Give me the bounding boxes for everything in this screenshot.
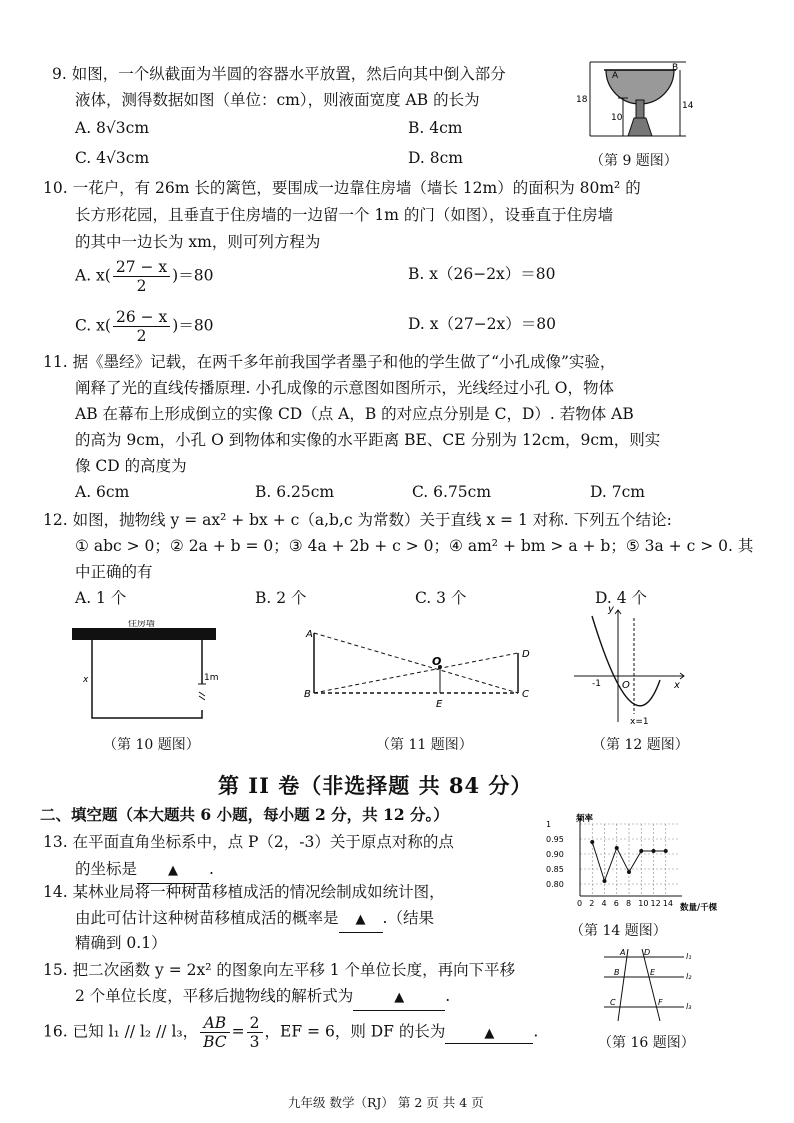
q10-option-c-prefix: C. x( xyxy=(75,316,111,335)
q11-stem-line2: 阐释了光的直线传播原理. 小孔成像的示意图如图所示，光线经过小孔 O，物体 xyxy=(75,379,614,397)
q15-stem-suffix: . xyxy=(445,987,451,1005)
q12-fig-axis-label: x=1 xyxy=(630,717,649,726)
q10-option-a-denominator: 2 xyxy=(136,277,147,295)
q11-stem-line3: AB 在幕布上形成倒立的实像 CD（点 A，B 的对应点分别是 C，D）. 若物体 AB xyxy=(75,405,634,423)
section-2-title: 第 II 卷（非选择题 共 84 分） xyxy=(218,773,533,798)
q10-option-a-prefix: A. x( xyxy=(75,266,111,285)
q14-stem-line3: 精确到 0.1） xyxy=(75,934,167,952)
q16-caption: （第 16 题图） xyxy=(598,1035,695,1051)
q12-option-c: C. 3 个 xyxy=(415,589,467,607)
q11-option-d: D. 7cm xyxy=(590,483,645,501)
q14-x-tick-label: 10 xyxy=(638,899,649,908)
q14-chart-ticks xyxy=(546,820,673,908)
q12-fig-neg1: -1 xyxy=(592,679,601,689)
q9-fig-h10: 10 xyxy=(611,113,623,123)
q13-stem-suffix: . xyxy=(209,860,214,878)
q11-figure xyxy=(300,625,540,710)
q14-x-tick-label: 2 xyxy=(589,899,595,908)
q14-stem-line1: 14. 某林业局将一种树苗移植成活的情况绘制成如统计图， xyxy=(43,883,445,901)
q14-y-tick-label: 1 xyxy=(546,820,552,829)
q11-caption: （第 11 题图） xyxy=(376,737,473,753)
q15-answer-blank xyxy=(353,984,445,1011)
q9-stem-line1: 9. 如图，一个纵截面为半圆的容器水平放置，然后向其中倒入部分 xyxy=(52,65,506,83)
q12-caption: （第 12 题图） xyxy=(592,737,689,753)
q14-y-tick-label: 0.80 xyxy=(546,880,564,889)
q10-option-c-numerator: 26 − x xyxy=(113,308,170,327)
q16-fig-d: D xyxy=(644,948,651,957)
q9-caption: （第 9 题图） xyxy=(590,153,678,169)
q9-stem-line2: 液体，测得数据如图（单位：cm），则液面宽度 AB 的长为 xyxy=(75,91,480,109)
q10-caption: （第 10 题图） xyxy=(103,737,200,753)
q14-y-tick-label: 0.95 xyxy=(546,835,564,844)
q14-data-point xyxy=(627,870,631,874)
q16-equals: = xyxy=(231,1022,245,1041)
q14-x-tick-label: 8 xyxy=(626,899,632,908)
q15-stem-line2 xyxy=(75,984,450,1011)
q14-data-point xyxy=(652,849,656,853)
q10-option-c-fraction xyxy=(113,308,170,345)
q16-fig-c: C xyxy=(610,998,616,1007)
q15-answer-mark: ▲ xyxy=(394,990,405,1005)
q14-data-point xyxy=(639,849,643,853)
q11-stem-line5: 像 CD 的高度为 xyxy=(75,457,187,475)
q13-stem-prefix: 的坐标是 xyxy=(75,860,138,878)
q14-data-point xyxy=(664,849,668,853)
q16-fig-a: A xyxy=(620,948,626,957)
q14-data-point xyxy=(603,879,607,883)
q10-fig-x-label: x xyxy=(83,675,89,685)
q12-fig-y: y xyxy=(608,606,614,615)
q12-figure xyxy=(570,606,690,726)
q9-fig-h14: 14 xyxy=(682,101,694,111)
q14-x-tick-label: 0 xyxy=(577,899,583,908)
q16-stem-body: ，EF = 6，则 DF 的长为 xyxy=(264,1022,446,1041)
q16-ratio-fraction xyxy=(200,1014,230,1051)
q16-ratio-denominator: BC xyxy=(203,1033,227,1051)
q11-option-a: A. 6cm xyxy=(75,483,130,501)
q15-stem-line1: 15. 把二次函数 y = 2x² 的图象向左平移 1 个单位长度，再向下平移 xyxy=(43,961,516,979)
q11-fig-c: C xyxy=(522,689,529,700)
q10-option-a-suffix: )＝80 xyxy=(172,266,214,285)
q11-option-b: B. 6.25cm xyxy=(255,483,335,501)
q14-y-tick-label: 0.85 xyxy=(546,865,564,874)
q11-fig-e: E xyxy=(436,699,443,710)
q14-chart xyxy=(540,812,720,922)
q14-x-tick-label: 4 xyxy=(601,899,607,908)
q16-fig-f: F xyxy=(658,998,663,1007)
q16-fig-e: E xyxy=(650,968,656,977)
q10-option-a-fraction xyxy=(113,258,170,295)
q10-stem-line3: 的其中一边长为 xm，则可列方程为 xyxy=(75,233,321,251)
q12-stem-line3: 中正确的有 xyxy=(75,563,153,581)
q12-option-b: B. 2 个 xyxy=(255,589,307,607)
q10-option-d: D. x（27−2x）＝80 xyxy=(408,315,557,333)
q10-option-a xyxy=(75,258,213,295)
q16-value-denominator: 3 xyxy=(249,1033,260,1051)
q10-option-c-denominator: 2 xyxy=(136,327,147,345)
q16-answer-mark: ▲ xyxy=(484,1025,495,1041)
q10-fig-wall-label: 住房墙 xyxy=(128,620,156,629)
q14-x-tick-label: 6 xyxy=(613,899,619,908)
q14-chart-grid xyxy=(580,824,678,896)
q13-stem-line1: 13. 在平面直角坐标系中，点 P（2，-3）关于原点对称的点 xyxy=(43,833,454,851)
q9-fig-label-a: A xyxy=(612,71,619,81)
q16-fig-l3: l₃ xyxy=(686,1002,692,1011)
q10-stem-line2: 长方形花园，且垂直于住房墙的一边留一个 1m 的门（如图），设垂直于住房墙 xyxy=(75,206,614,224)
q11-stem-line4: 的高为 9cm，小孔 O 到物体和实像的水平距离 BE、CE 分别为 12cm，9cm，则实 xyxy=(75,431,661,449)
q9-option-a: A. 8√3cm xyxy=(75,119,150,137)
q14-caption: （第 14 题图） xyxy=(570,923,667,939)
q10-fig-door-label: 1m xyxy=(204,673,219,683)
q14-data-point xyxy=(590,840,594,844)
q16-ratio-numerator: AB xyxy=(200,1014,230,1033)
q12-fig-x: x xyxy=(674,680,680,691)
q10-option-c xyxy=(75,308,214,345)
q14-chart-xlabel: 数量/千棵 xyxy=(680,903,718,913)
q10-option-c-suffix: )＝80 xyxy=(172,316,214,335)
q12-option-a: A. 1 个 xyxy=(75,589,127,607)
q12-option-d: D. 4 个 xyxy=(595,589,648,607)
section-2-heading: 二、填空题（本大题共 6 小题，每小题 2 分，共 12 分。） xyxy=(40,805,449,824)
q14-answer-blank xyxy=(339,906,383,933)
q14-x-tick-label: 12 xyxy=(650,899,661,908)
q9-option-d: D. 8cm xyxy=(408,149,463,167)
q16-figure xyxy=(596,945,701,1027)
q16-fig-b: B xyxy=(614,968,620,977)
q16-fig-l2: l₂ xyxy=(686,972,692,981)
q16-fig-l1: l₁ xyxy=(686,952,692,961)
q12-stem-line2: ① abc > 0；② 2a + b = 0；③ 4a + 2b + c > 0；④ am² + bm > a + b；⑤ 3a + c > 0. 其 xyxy=(75,537,754,555)
q9-option-c: C. 4√3cm xyxy=(75,149,150,167)
q14-x-tick-label: 14 xyxy=(662,899,673,908)
q16-stem-end: . xyxy=(533,1022,539,1041)
q10-figure xyxy=(70,620,220,725)
q10-option-a-numerator: 27 − x xyxy=(113,258,170,277)
q14-chart-axes xyxy=(580,818,682,896)
q11-fig-o: O xyxy=(432,655,442,668)
q11-fig-d: D xyxy=(522,649,530,660)
q11-fig-b: B xyxy=(304,689,311,700)
q10-option-b: B. x（26−2x）＝80 xyxy=(408,265,556,283)
q9-fig-label-b: B xyxy=(672,63,679,73)
q14-y-tick-label: 0.90 xyxy=(546,850,564,859)
q11-fig-a: A xyxy=(306,629,313,640)
q15-stem-prefix: 2 个单位长度，平移后抛物线的解析式为 xyxy=(75,987,354,1005)
q9-fig-h18: 18 xyxy=(576,95,588,105)
q16-value-fraction xyxy=(247,1014,263,1051)
q9-figure xyxy=(568,58,698,140)
page-footer: 九年级 数学（RJ） 第 2 页 共 4 页 xyxy=(288,1095,484,1110)
q12-fig-origin: O xyxy=(622,680,630,691)
q14-chart-ylabel: 频率 xyxy=(576,814,594,824)
q14-answer-mark: ▲ xyxy=(355,912,366,927)
q14-stem-suffix: .（结果 xyxy=(382,909,434,927)
q16-value-numerator: 2 xyxy=(247,1014,263,1033)
q16-stem xyxy=(43,1014,538,1051)
q16-stem-prefix: 16. 已知 l₁ // l₂ // l₃， xyxy=(43,1022,199,1041)
q14-stem-line2 xyxy=(75,906,434,933)
q13-answer-mark: ▲ xyxy=(168,863,179,878)
q12-stem-line1: 12. 如图，抛物线 y = ax² + bx + c（a,b,c 为常数）关于直线 x = 1 对称. 下列五个结论: xyxy=(43,511,672,529)
q16-answer-blank xyxy=(445,1023,533,1044)
q14-data-point xyxy=(615,846,619,850)
q14-stem-prefix: 由此可估计这种树苗移植成活的概率是 xyxy=(75,909,339,927)
q11-option-c: C. 6.75cm xyxy=(412,483,492,501)
q10-stem-line1: 10. 一花户，有 26m 长的篱笆，要围成一边靠住房墙（墙长 12m）的面积为 80m² 的 xyxy=(43,179,641,197)
q11-stem-line1: 11. 据《墨经》记载，在两千多年前我国学者墨子和他的学生做了“小孔成像”实验， xyxy=(43,353,616,371)
q9-option-b: B. 4cm xyxy=(408,119,463,137)
